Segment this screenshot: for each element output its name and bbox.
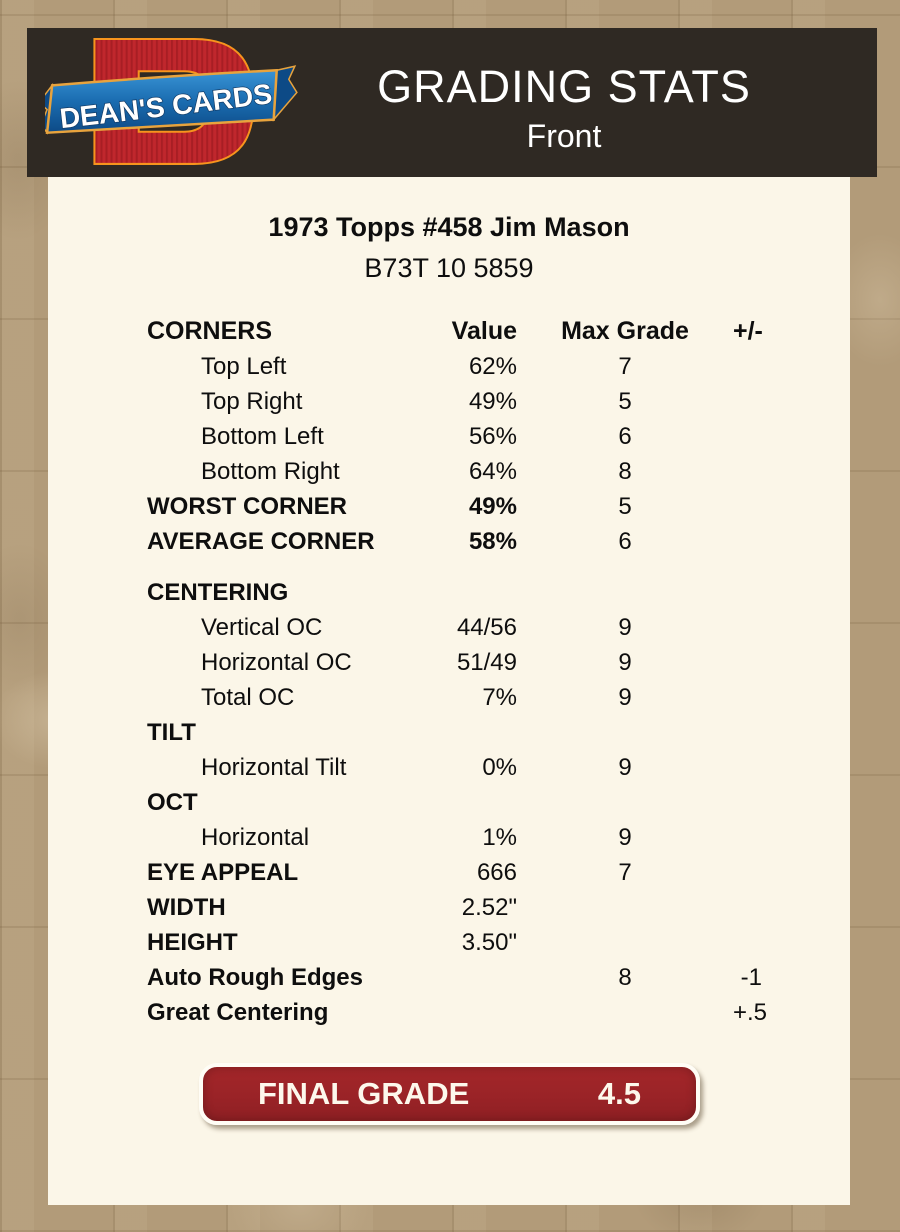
row-label: OCT <box>147 788 198 816</box>
table-row <box>48 890 850 925</box>
row-label: Bottom Right <box>201 457 340 485</box>
row-label: Horizontal <box>201 823 310 851</box>
row-label: CENTERING <box>147 578 289 606</box>
final-grade-value: 4.5 <box>597 1076 641 1111</box>
row-plus-minus: +.5 <box>733 998 768 1026</box>
table-section-row <box>48 715 850 750</box>
row-max-grade: 7 <box>618 858 632 886</box>
card-title: 1973 Topps #458 Jim Mason <box>268 212 630 242</box>
row-plus-minus: -1 <box>740 963 762 991</box>
row-max-grade: 9 <box>618 683 632 711</box>
row-max-grade: 5 <box>618 492 632 520</box>
row-label: Great Centering <box>147 998 329 1026</box>
column-header-value: Value <box>451 317 517 345</box>
row-label: WIDTH <box>147 893 226 921</box>
column-header-corners: CORNERS <box>147 317 273 345</box>
row-label: HEIGHT <box>147 928 238 956</box>
row-value: 7% <box>482 683 517 711</box>
table-row <box>48 820 850 855</box>
row-max-grade: 8 <box>618 457 632 485</box>
row-label: AVERAGE CORNER <box>147 527 375 555</box>
row-max-grade: 7 <box>618 352 632 380</box>
row-value: 1% <box>482 823 517 851</box>
row-value: 58% <box>468 527 517 555</box>
grading-table <box>48 314 850 1030</box>
page-subtitle: Front <box>526 118 602 154</box>
table-row <box>48 680 850 715</box>
row-label: Bottom Left <box>201 422 324 450</box>
column-header-max-grade: Max Grade <box>561 317 689 345</box>
table-section-row <box>48 575 850 610</box>
table-row <box>48 610 850 645</box>
row-max-grade: 9 <box>618 648 632 676</box>
final-grade-button[interactable] <box>199 1063 700 1125</box>
header-bar <box>27 28 877 177</box>
logo-text: DEAN'S CARDS <box>58 77 274 135</box>
row-value: 49% <box>468 387 517 415</box>
row-value: 51/49 <box>456 648 517 676</box>
row-max-grade: 6 <box>618 527 632 555</box>
stats-panel <box>48 177 850 1205</box>
row-label: Total OC <box>201 683 295 711</box>
row-value: 49% <box>468 492 517 520</box>
table-row <box>48 960 850 995</box>
row-label: WORST CORNER <box>147 492 347 520</box>
table-header-row <box>48 314 850 349</box>
table-row <box>48 454 850 489</box>
row-value: 44/56 <box>456 613 517 641</box>
table-row <box>48 489 850 524</box>
card-serial-code: B73T 10 5859 <box>364 253 534 283</box>
row-max-grade: 8 <box>618 963 632 991</box>
table-row <box>48 349 850 384</box>
row-label: Auto Rough Edges <box>147 963 363 991</box>
row-label: EYE APPEAL <box>147 858 299 886</box>
row-max-grade: 6 <box>618 422 632 450</box>
row-max-grade: 9 <box>618 823 632 851</box>
row-value: 0% <box>482 753 517 781</box>
page-title: GRADING STATS <box>377 61 751 112</box>
table-row <box>48 645 850 680</box>
row-value: 666 <box>476 858 517 886</box>
table-section-row <box>48 785 850 820</box>
table-row <box>48 750 850 785</box>
row-value: 56% <box>468 422 517 450</box>
table-row <box>48 855 850 890</box>
table-row <box>48 419 850 454</box>
row-value: 64% <box>468 457 517 485</box>
table-row <box>48 925 850 960</box>
row-value: 3.50" <box>461 928 517 956</box>
table-row <box>48 524 850 559</box>
row-value: 62% <box>468 352 517 380</box>
row-label: Top Right <box>201 387 303 415</box>
row-label: Top Left <box>201 352 287 380</box>
row-label: Horizontal OC <box>201 648 352 676</box>
row-label: Horizontal Tilt <box>201 753 347 781</box>
table-row <box>48 995 850 1030</box>
row-max-grade: 9 <box>618 753 632 781</box>
row-label: TILT <box>147 718 196 746</box>
row-max-grade: 5 <box>618 387 632 415</box>
row-value: 2.52" <box>461 893 517 921</box>
column-header-plus-minus: +/- <box>733 317 763 345</box>
row-max-grade: 9 <box>618 613 632 641</box>
final-grade-label: FINAL GRADE <box>258 1076 470 1111</box>
table-row <box>48 384 850 419</box>
row-label: Vertical OC <box>201 613 323 641</box>
